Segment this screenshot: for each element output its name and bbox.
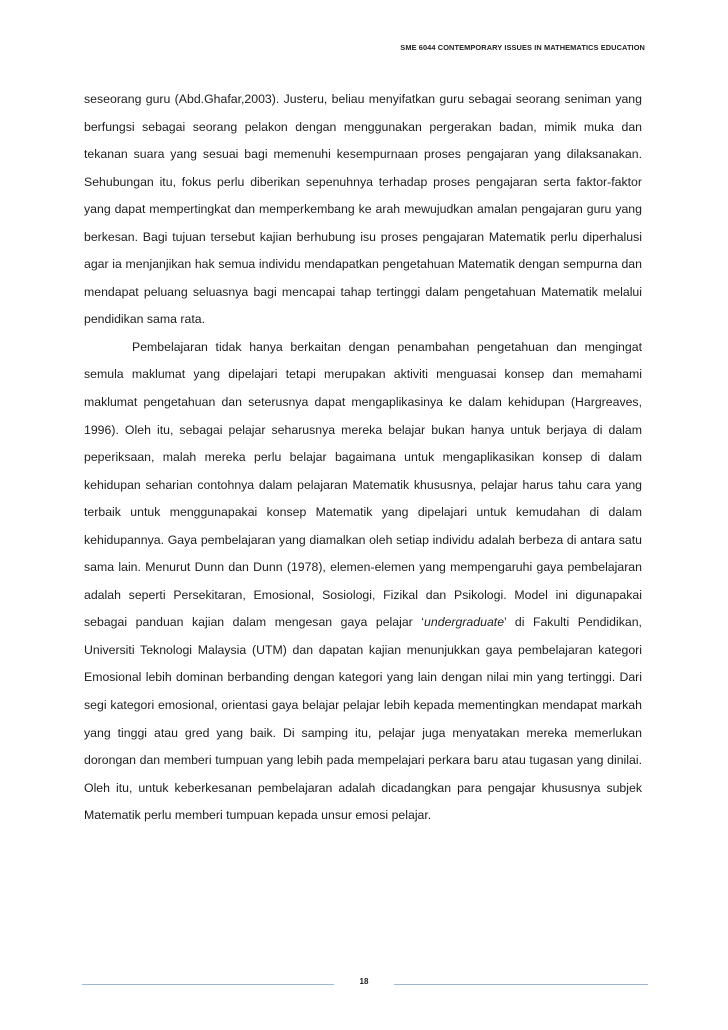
running-header: SME 6044 CONTEMPORARY ISSUES IN MATHEMATICS EDUCATION xyxy=(400,43,645,52)
footer-rule-right xyxy=(394,984,648,985)
italic-term-undergraduate: undergraduate xyxy=(424,615,505,630)
footer-rule-left xyxy=(82,984,334,985)
paragraph-1: seseorang guru (Abd.Ghafar,2003). Justeru, beliau menyifatkan guru sebagai seorang seniman yang berfungsi sebagai seorang pelakon dengan menggunakan pergerakan badan, mimik muka dan tekanan suara yang sesuai bagi memenuhi kesempurnaan proses pengajaran yang dilaksanakan. Sehubungan itu, fokus perlu diberikan sepenuhnya terhadap proses pengajaran serta faktor-faktor yang dapat mempertingkat dan memperkembang ke arah mewujudkan amalan pengajaran guru yang berkesan. Bagi tujuan tersebut kajian berhubung isu proses pengajaran Matematik perlu diperhalusi agar ia menjanjikan hak semua individu mendapatkan pengetahuan Matematik dengan sempurna dan mendapat peluang seluasnya bagi mencapai tahap tertinggi dalam pengetahuan Matematik melalui pendidikan sama rata. xyxy=(84,92,642,327)
paragraph-2-text-end: ’ di Fakulti Pendidikan, Universiti Teknologi Malaysia (UTM) dan dapatan kajian menunjukkan gaya pembelajaran kategori Emosional lebih dominan berbanding dengan kategori yang lain dengan nilai min yang tertinggi. Dari segi kategori emosional, orientasi gaya belajar pelajar lebih kepada mementingkan mendapat markah yang tinggi atau gred yang baik. Di samping itu, pelajar juga menyatakan mereka memerlukan dorongan dan memberi tumpuan yang lebih pada mempelajari perkara baru atau tugasan yang dinilai. Oleh itu, untuk keberkesanan pembelajaran adalah dicadangkan para pengajar khususnya subjek Matematik perlu memberi tumpuan kepada unsur emosi pelajar. xyxy=(84,615,642,823)
body-text xyxy=(84,86,642,830)
paragraph-2 xyxy=(84,334,642,830)
paragraph-2-text-start: Pembelajaran tidak hanya berkaitan dengan penambahan pengetahuan dan mengingat semula maklumat yang dipelajari tetapi merupakan aktiviti menguasai konsep dan memahami maklumat pengetahuan dan seterusnya dapat mengaplikasinya ke dalam kehidupan (Hargreaves, 1996). Oleh itu, sebagai pelajar seharusnya mereka belajar bukan hanya untuk berjaya di dalam peperiksaan, malah mereka perlu belajar bagaimana untuk mengaplikasikan konsep di dalam kehidupan seharian contohnya dalam pelajaran Matematik khususnya, pelajar harus tahu cara yang terbaik untuk menggunapakai konsep Matematik yang dipelajari untuk kemudahan di dalam kehidupannya. Gaya pembelajaran yang diamalkan oleh setiap individu adalah berbeza di antara satu sama lain. Menurut Dunn dan Dunn (1978), elemen-elemen yang mempengaruhi gaya pembelajaran adalah seperti Persekitaran, Emosional, Sosiologi, Fizikal dan Psikologi. Model ini digunapakai sebagai panduan kajian dalam mengesan gaya pelajar ‘ xyxy=(84,339,642,630)
page-number: 18 xyxy=(359,977,369,986)
